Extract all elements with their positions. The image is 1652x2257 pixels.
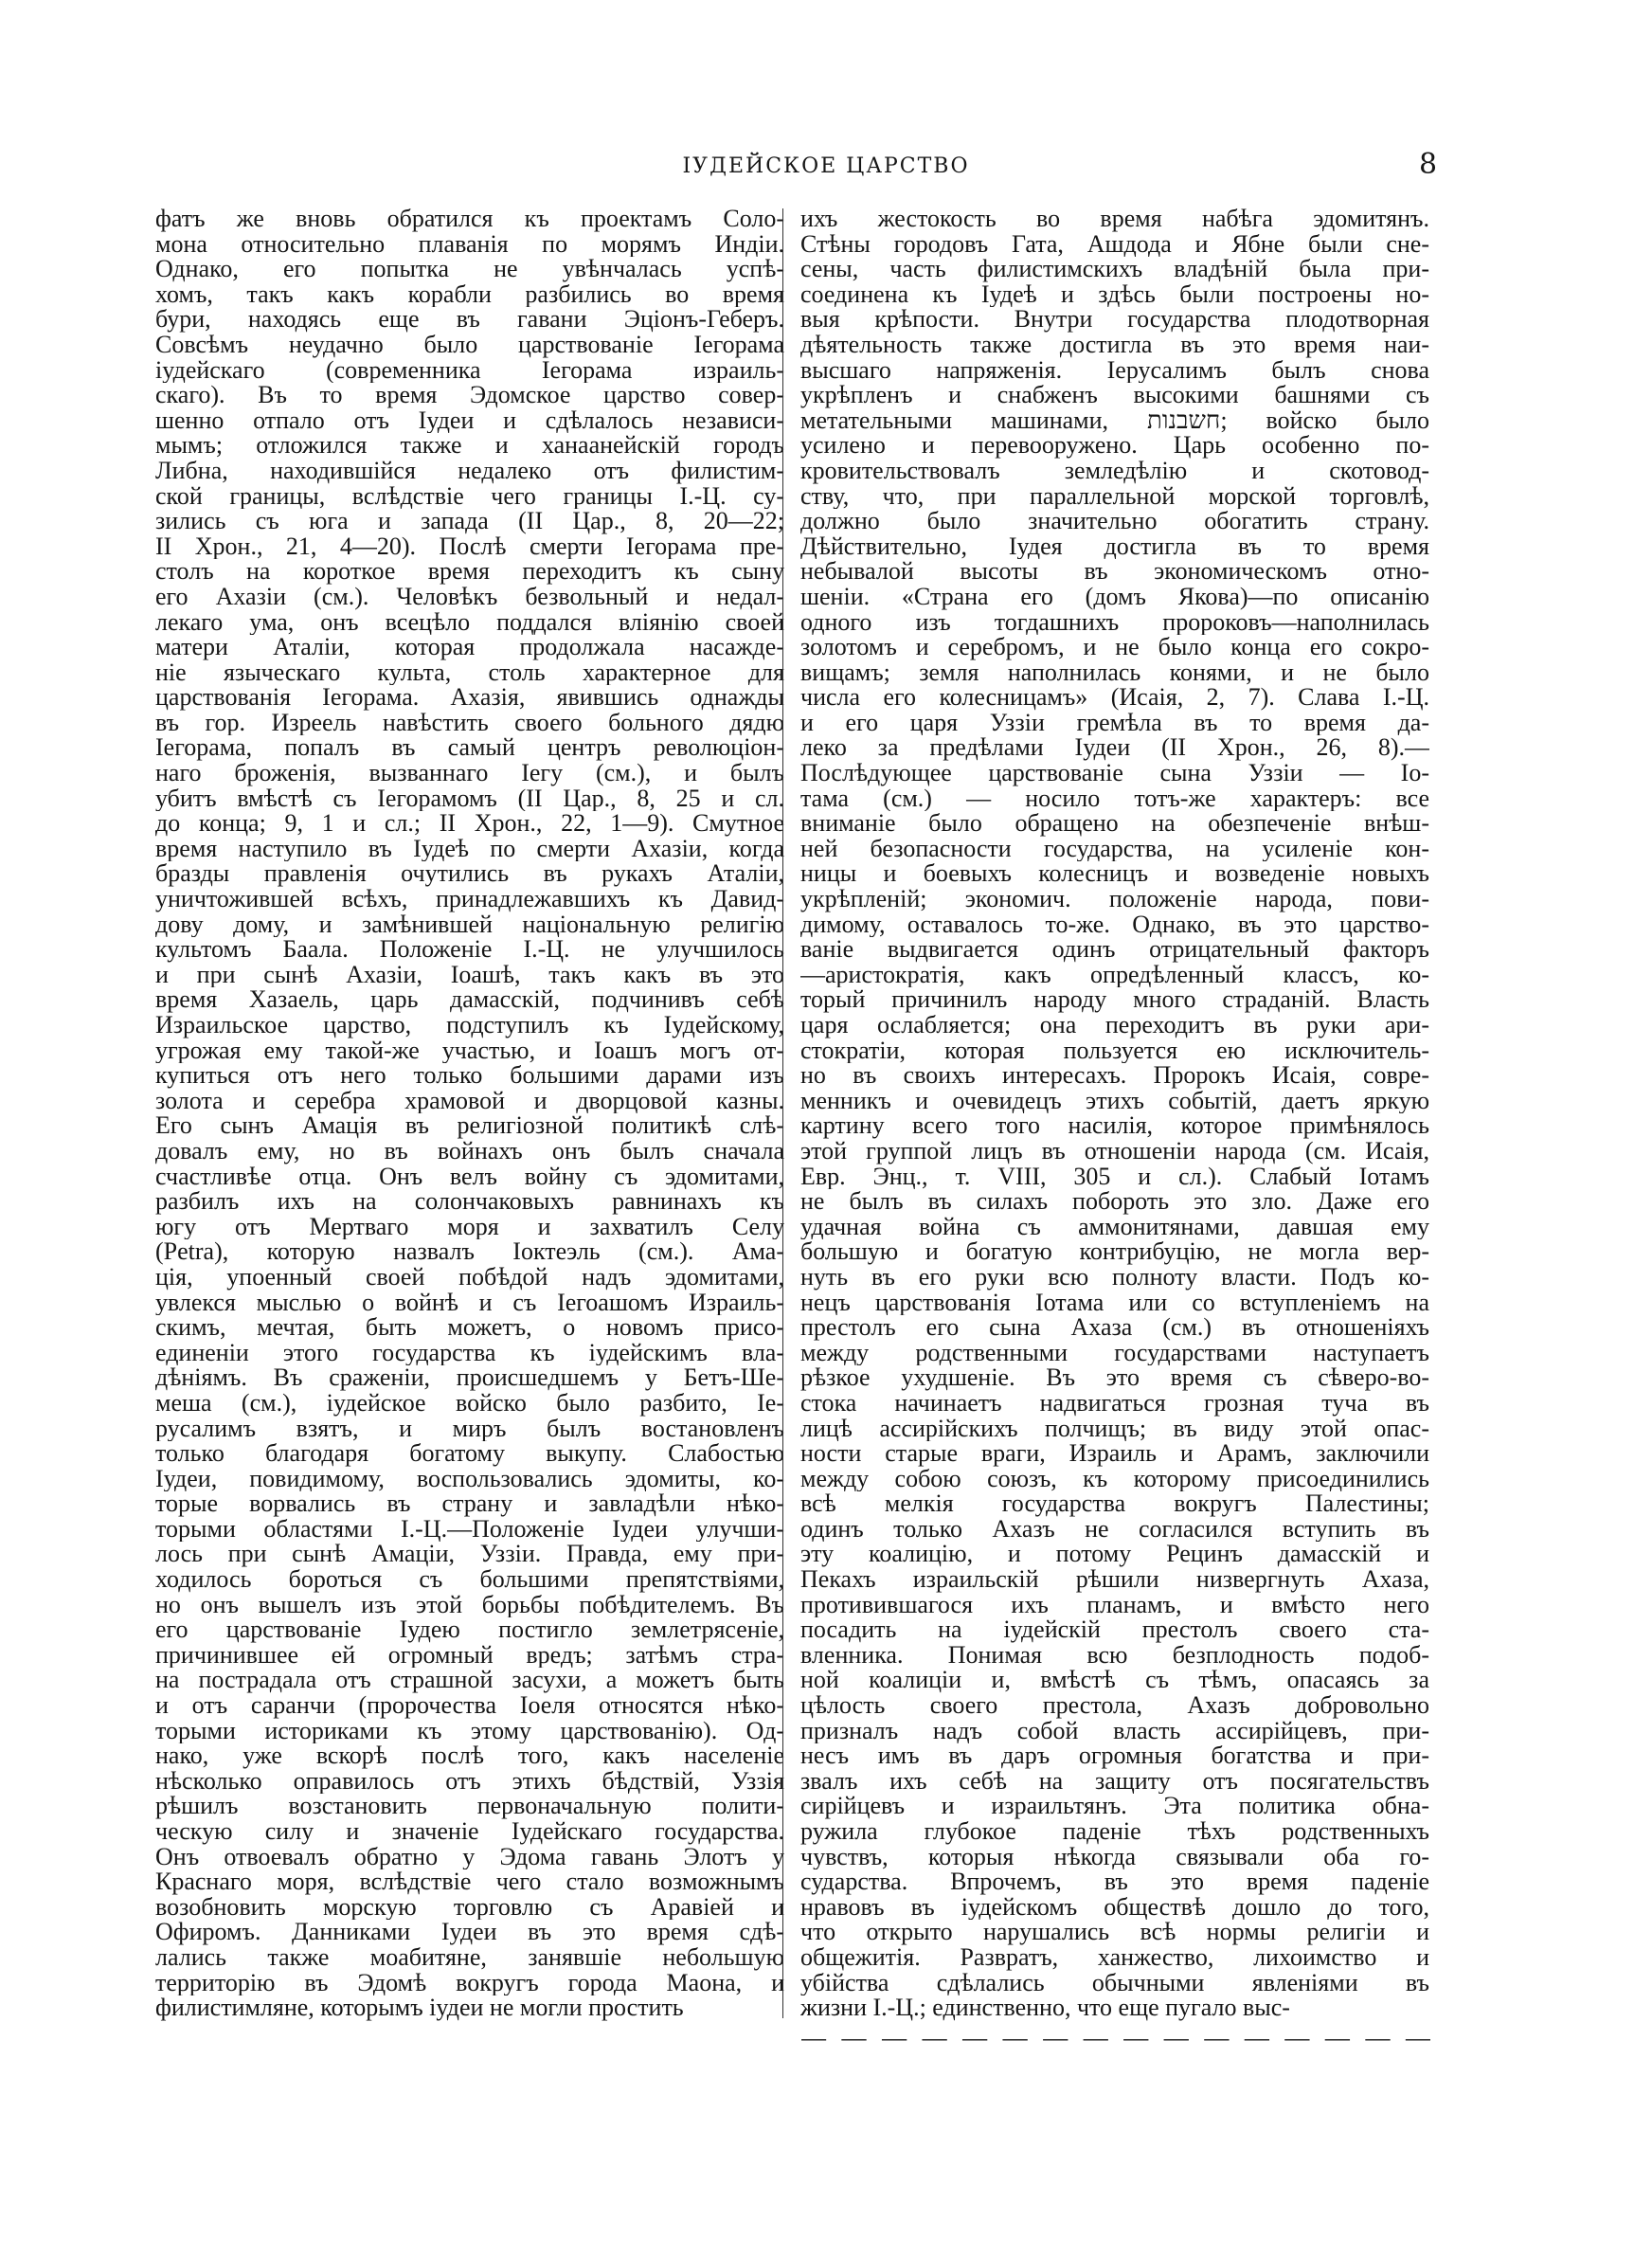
text-line: выя крѣпости. Внутри государства плодотворная [800,307,1429,333]
text-line: Израильское царство, подступилъ къ Іудейскому, [155,1013,784,1038]
text-line: но онъ вышелъ изъ этой борьбы побѣдителемъ. Въ [155,1592,784,1618]
text-line: одинъ только Ахазъ не согласился вступить въ [800,1516,1429,1543]
text-line: Іудеи, повидимому, воспользовались эдомиты, ко- [155,1466,784,1492]
text-line: довалъ ему, но въ войнахъ онъ былъ сначала [155,1138,784,1165]
text-line: сирійцевъ и израильтянъ. Эта политика обна- [800,1794,1429,1819]
text-line: до конца; 9, 1 и сл.; II Хрон., 22, 1—9). Смутное [155,811,784,837]
text-line: и его царя Уззіи гремѣла въ то время да- [800,710,1429,736]
text-line: нуть въ его руки всю полноту власти. Подъ ко- [800,1264,1429,1291]
text-line: единеніи этого государства къ іудейскимъ вла- [155,1340,784,1366]
text-line: время наступило въ Іудеѣ по смерти Ахазіи, когда [155,836,784,862]
text-line: посадить на іудейскій престолъ своего ста- [800,1617,1429,1643]
text-line: скаго). Въ то время Эдомское царство совер- [155,383,784,408]
text-line: лось при сынѣ Амаціи, Уззіи. Правда, ему при- [155,1542,784,1568]
text-line: ходилось бороться съ большими препятствіями, [155,1567,784,1593]
text-line: ству, что, при параллельной морской торговлѣ, [800,483,1429,510]
text-line: леко за предѣлами Іудеи (II Хрон., 26, 8).— [800,735,1429,762]
text-line: рѣзкое ухудшеніе. Въ это время съ сѣверо-во- [800,1365,1429,1391]
right-text-column [800,207,1429,2021]
text-line: культомъ Баала. Положеніе І.-Ц. не улучшилось [155,937,784,963]
text-line: торые ворвались въ страну и завладѣли нѣко- [155,1491,784,1517]
text-line: Офиромъ. Данниками Іудеи въ это время сдѣ- [155,1920,784,1945]
text-line: территорію въ Эдомѣ вокругъ города Маона, и [155,1970,784,1996]
text-line: ней безопасности государства, на усиленіе кон- [800,836,1429,862]
text-line: ція, упоенный своей побѣдой надъ эдомитами, [155,1264,784,1291]
page-number: 8 [1419,148,1438,181]
text-line: его Ахазіи (см.). Человѣкъ безвольный и недал- [155,584,784,610]
text-line: золотомъ и серебромъ, и не было конца его сокро- [800,635,1429,660]
text-line: но въ своихъ интересахъ. Пророкъ Исаія, совре- [800,1063,1429,1089]
text-line: дѣніямъ. Въ сраженіи, происшедшемъ у Бетъ-Ше- [155,1365,784,1391]
bottom-fragment-line: — — — — — — — — — — — — — — — — [801,2026,1430,2051]
text-line: сены, часть филистимскихъ владѣній была при- [800,257,1429,282]
text-line: лекаго ума, онъ всецѣло поддался вліянію своей [155,609,784,636]
text-line: царя ослабляется; она переходитъ въ руки ари- [800,1013,1429,1038]
text-line: эту коалицію, и потому Рецинъ дамасскій и [800,1542,1429,1568]
text-line: золота и серебра храмовой и дворцовой казны. [155,1088,784,1114]
text-line: между родственными государствами наступаетъ [800,1340,1429,1366]
text-line: царствованія Іегорама. Ахазія, явившись однажды [155,685,784,711]
text-line: кровительствовалъ земледѣлію и скотовод- [800,458,1429,484]
text-line: столъ на короткое время переходитъ къ сыну [155,559,784,585]
text-line: возобновить морскую торговлю съ Аравіей и [155,1894,784,1921]
text-line: бразды правленія очутились въ рукахъ Аталіи, [155,861,784,888]
text-line: ской границы, вслѣдствіе чего границы І.-Ц. су- [155,483,784,510]
text-line: причинившее ей огромный вредъ; затѣмъ стра- [155,1642,784,1669]
text-line: Краснаго моря, вслѣдствіе чего стало возможнымъ [155,1869,784,1895]
text-line: наго броженія, вызваннаго Іегу (см.), и былъ [155,761,784,786]
text-line: нако, уже вскорѣ послѣ того, какъ населеніе [155,1743,784,1769]
running-header-title: ІУДЕЙСКОЕ ЦАРСТВО [682,154,970,178]
text-line: стока начинаетъ надвигаться грозная туча въ [800,1390,1429,1417]
text-line: что открыто нарушались всѣ нормы религіи и [800,1920,1429,1945]
text-line: числа его колесницамъ» (Исаія, 2, 7). Слава І.-Ц. [800,685,1429,711]
text-line: счастливѣе отца. Онъ велъ войну съ эдомитами, [155,1164,784,1190]
text-line: ніе языческаго культа, столь характерное для [155,659,784,686]
text-line: Однако, его попытка не увѣнчалась успѣ- [155,257,784,282]
text-line: общежитія. Развратъ, ханжество, лихоимство и [800,1944,1429,1971]
text-line: торыми областями І.-Ц.—Положеніе Іудеи улучши- [155,1516,784,1543]
text-line: матери Аталіи, которая продолжала насажде- [155,635,784,660]
text-line: жизни І.-Ц.; единственно, что еще пугало выс- [800,1995,1290,2021]
text-line: на пострадала отъ страшной засухи, а можетъ быть [155,1668,784,1694]
text-line: нецъ царствованія Іотама или со вступленіемъ на [800,1290,1429,1316]
text-line: престолъ его сына Ахаза (см.) въ отношеніяхъ [800,1315,1429,1341]
text-line: небывалой высоты въ экономическомъ отно- [800,559,1429,585]
text-line: ружила глубокое паденіе тѣхъ родственныхъ [800,1819,1429,1845]
text-line: Онъ отвоевалъ обратно у Эдома гавань Элотъ у [155,1844,784,1870]
text-line: вленника. Понимая всю безплодность подоб- [800,1642,1429,1669]
text-line: высшаго напряженія. Іерусалимъ былъ снова [800,357,1429,384]
text-line: рѣшилъ возстановить первоначальную полити- [155,1794,784,1819]
text-line: несъ имъ въ даръ огромныя богатства и при- [800,1743,1429,1769]
text-line: Совсѣмъ неудачно было царствованіе Іегорама [155,332,784,358]
text-line: лицѣ ассирійскихъ полчищъ; въ виду этой опас- [800,1416,1429,1442]
text-line: и отъ саранчи (пророчества Іоеля относятся нѣко- [155,1693,784,1719]
text-line: одного изъ тогдашнихъ пророковъ—наполнилась [800,609,1429,636]
text-line: въ гор. Изреель навѣстить своего больного дядю [155,710,784,736]
text-line: Послѣдующее царствованіе сына Уззіи — Іо- [800,761,1429,786]
text-line: лались также моабитяне, занявшіе небольшую [155,1944,784,1971]
text-line: вищамъ; земля наполнилась конями, и не было [800,659,1429,686]
text-line: фатъ же вновь обратился къ проектамъ Соло- [155,207,784,232]
text-line: угрожая ему такой-же участью, и Іоашъ могъ от- [155,1038,784,1064]
text-line: не былъ въ силахъ побороть это зло. Даже его [800,1189,1429,1215]
text-line: бури, находясь еще въ гавани Эціонъ-Геберъ. [155,307,784,333]
text-line: меша (см.), іудейское войско было разбито, Іе- [155,1390,784,1417]
text-line: уничтожившей всѣхъ, принадлежавшихъ къ Давид- [155,887,784,912]
text-line: убитъ вмѣстѣ съ Іегорамомъ (II Цар., 8, 25 и сл. [155,785,784,812]
text-line: укрѣпленій; экономич. положеніе народа, пови- [800,887,1429,912]
text-line: ной коалиціи и, вмѣстѣ съ тѣмъ, опасаясь за [800,1668,1429,1694]
text-line: только благодаря богатому выкупу. Слабостью [155,1441,784,1467]
text-line: Дѣйствительно, Іудея достигла въ то время [800,533,1429,560]
text-line: димому, оставалось то-же. Однако, въ это царство- [800,912,1429,938]
text-line: шеніи. «Страна его (домъ Якова)—по описанію [800,584,1429,610]
text-line: Евр. Энц., т. VIII, 305 и сл.). Слабый Іотамъ [800,1164,1429,1190]
text-line: шенно отпало отъ Іудеи и сдѣлалось независи- [155,407,784,434]
text-line: картину всего того насилія, которое примѣнялось [800,1113,1429,1139]
text-line: ности старые враги, Израиль и Арамъ, заключили [800,1441,1429,1467]
text-line: призналъ надъ собой власть ассирійцевъ, при- [800,1718,1429,1744]
text-line: югу отъ Мертваго моря и захватилъ Селу [155,1214,784,1240]
text-line: мымъ; отложился также и ханаанейскій городъ [155,433,784,459]
text-line: сударства. Впрочемъ, въ это время паденіе [800,1869,1429,1895]
text-line: ваніе выдвигается одинъ отрицательный факторъ [800,937,1429,963]
text-line: Его сынъ Амація въ религіозной политикѣ слѣ- [155,1113,784,1139]
text-line: тама (см.) — носило тотъ-же характеръ: все [800,785,1429,812]
text-line: разбилъ ихъ на солончаковыхъ равнинахъ къ [155,1189,784,1215]
text-line: укрѣпленъ и снабженъ высокими башнями съ [800,383,1429,408]
text-line: всѣ мелкія государства вокругъ Палестины; [800,1491,1429,1517]
text-line: противившагося ихъ планамъ, и вмѣсто него [800,1592,1429,1618]
text-line: ницы и боевыхъ колесницъ и возведеніе новыхъ [800,861,1429,888]
text-line: скимъ, мечтая, быть можетъ, о новомъ присо- [155,1315,784,1341]
text-line: менникъ и очевидецъ этихъ событій, даетъ яркую [800,1088,1429,1114]
text-line: купиться отъ него только большими дарами изъ [155,1063,784,1089]
text-line: время Хазаель, царь дамасскій, подчинивъ себѣ [155,987,784,1013]
text-line: хомъ, такъ какъ корабли разбились во время [155,281,784,308]
text-line: его царствованіе Іудею постигло землетрясеніе, [155,1617,784,1643]
text-line: мона относительно плаванія по морямъ Индіи. [155,231,784,258]
text-line: большую и богатую контрибуцію, не могла вер- [800,1239,1429,1265]
text-line: торый причинилъ народу много страданій. Власть [800,987,1429,1013]
text-line: должно было значительно обогатить страну. [800,509,1429,534]
text-line: ческую силу и значеніе Іудейскаго государства. [155,1819,784,1845]
text-line: метательными машинами, חשבנות; войско было [800,407,1429,434]
text-line: —аристократія, какъ опредѣленный классъ, ко- [800,962,1429,988]
text-line: этой группой лицъ въ отношеніи народа (см. Исаія, [800,1138,1429,1165]
text-line: торыми историками къ этому царствованію). Од- [155,1718,784,1744]
text-line: усилено и перевооружено. Царь особенно по- [800,433,1429,459]
text-line: Пекахъ израильскій рѣшили низвергнуть Ахаза, [800,1567,1429,1593]
text-line: увлекся мыслью о войнѣ и съ Іегоашомъ Израиль- [155,1290,784,1316]
text-line: нѣсколько оправилось отъ этихъ бѣдствій, Уззія [155,1768,784,1795]
text-line: ихъ жестокость во время набѣга эдомитянъ. [800,207,1429,232]
text-line: убійства сдѣлались обычными явленіями въ [800,1970,1429,1996]
text-line: и при сынѣ Ахазіи, Іоашѣ, такъ какъ въ это [155,962,784,988]
text-line: русалимъ взятъ, и миръ былъ востановленъ [155,1416,784,1442]
text-line: филистимляне, которымъ іудеи не могли простить [155,1995,684,2021]
text-line: іудейскаго (современника Іегорама израиль- [155,357,784,384]
text-line: Стѣны городовъ Гата, Ашдода и Ябне были сне- [800,231,1429,258]
text-line: стократіи, которая пользуется ею исключитель- [800,1038,1429,1064]
text-line: Іегорама, попалъ въ самый центръ революціон- [155,735,784,762]
text-line: Либна, находившійся недалеко отъ филистим- [155,458,784,484]
text-line: дову дому, и замѣнившей національную религію [155,912,784,938]
text-line: удачная война съ аммонитянами, давшая ему [800,1214,1429,1240]
text-line: вниманіе было обращено на обезпеченіе внѣш- [800,811,1429,837]
text-line: зились съ юга и запада (II Цар., 8, 20—22; [155,509,784,534]
text-line: нравовъ въ іудейскомъ обществѣ дошло до того, [800,1894,1429,1921]
text-line: цѣлость своего престола, Ахазъ добровольно [800,1693,1429,1719]
text-line: дѣятельность также достигла въ это время наи- [800,332,1429,358]
text-line: (Petra), которую назвалъ Іоктеэль (см.). Ама- [155,1239,784,1265]
text-line: чувствъ, которыя нѣкогда связывали оба го- [800,1844,1429,1870]
text-line: II Хрон., 21, 4—20). Послѣ смерти Іегорама пре- [155,533,784,560]
column-divider [782,208,783,2018]
left-text-column [155,207,784,2021]
text-line: между собою союзъ, къ которому присоединились [800,1466,1429,1492]
text-line: соединена къ Іудеѣ и здѣсь были построены но- [800,281,1429,308]
text-line: звалъ ихъ себѣ на защиту отъ посягательствъ [800,1768,1429,1795]
